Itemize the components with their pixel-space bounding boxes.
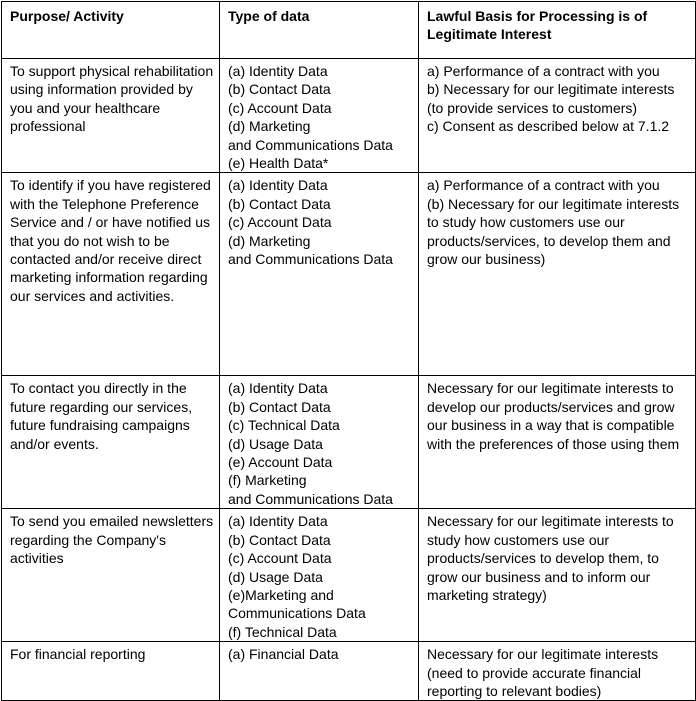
lawful-basis-item: b) Necessary for our legitimate interests (to provide services to customers) <box>427 81 675 116</box>
data-type-item: (b) Contact Data <box>228 81 331 98</box>
table-row <box>2 509 696 642</box>
data-type-item: (c) Account Data <box>228 550 332 567</box>
data-type-item: (c) Account Data <box>228 99 332 116</box>
data-type-item: (d) Marketing <box>228 118 311 135</box>
data-type-cell <box>220 59 419 173</box>
data-type-item: (e) Account Data <box>228 454 333 471</box>
lawful-basis-item: a) Performance of a contract with you <box>427 177 660 194</box>
data-type-item: (b) Contact Data <box>228 398 331 415</box>
purpose-cell: To contact you directly in the future regarding our services, future fundraising campaigns and/or events. <box>2 376 220 509</box>
data-type-item: (d) Marketing <box>228 232 311 249</box>
lawful-basis-item: (b) Necessary for our legitimate interests to study how customers use our products/services, to develop them and grow our business) <box>427 195 680 268</box>
header-row <box>2 2 696 59</box>
lawful-basis-cell <box>419 376 696 509</box>
table-row <box>2 376 696 509</box>
data-type-item: Communications Data <box>228 605 366 622</box>
data-type-item: (f) Technical Data <box>228 623 337 640</box>
table-row <box>2 173 696 376</box>
lawful-basis-cell <box>419 509 696 642</box>
lawful-basis-item: Necessary for our legitimate interests to develop our products/services and grow our business in a way that is compatible with the preferences of those using them <box>427 380 680 452</box>
data-type-item: (b) Contact Data <box>228 195 331 212</box>
data-type-cell <box>220 642 419 701</box>
data-type-item: (f) Marketing <box>228 472 307 489</box>
purpose-cell: For financial reporting <box>2 642 220 701</box>
table-row <box>2 59 696 173</box>
header-purpose: Purpose/ Activity <box>2 2 220 59</box>
data-type-item: (b) Contact Data <box>228 531 331 548</box>
data-type-item: (a) Identity Data <box>228 513 328 530</box>
data-type-item: (e)Marketing and <box>228 586 334 603</box>
lawful-basis-item: c) Consent as described below at 7.1.2 <box>427 118 670 135</box>
data-type-item: and Communications Data <box>228 490 393 507</box>
data-type-item: (d) Usage Data <box>228 435 323 452</box>
lawful-basis-cell <box>419 173 696 376</box>
data-type-item: (a) Identity Data <box>228 177 328 194</box>
data-type-item: (a) Financial Data <box>228 646 339 663</box>
lawful-basis-item: a) Performance of a contract with you <box>427 63 660 79</box>
data-type-cell <box>220 173 419 376</box>
purpose-cell: To support physical rehabilitation using information provided by you and your healthcare professional <box>2 59 220 173</box>
lawful-basis-item: Necessary for our legitimate interests to study how customers use our products/services to develop them, to grow our business and to inform our marketing strategy) <box>427 513 674 603</box>
purpose-cell: To identify if you have registered with the Telephone Preference Service and / or have notified us that you do not wish to be contacted and/or receive direct marketing information regarding our services and activities. <box>2 173 220 376</box>
data-type-item: (c) Account Data <box>228 214 332 231</box>
data-type-item: (e) Health Data* <box>228 155 329 172</box>
data-type-item: (d) Usage Data <box>228 568 323 585</box>
table-row <box>2 642 696 701</box>
data-type-cell <box>220 509 419 642</box>
header-lawful-basis: Lawful Basis for Processing is of Legitimate Interest <box>419 2 696 59</box>
lawful-basis-item: Necessary for our legitimate interests (need to provide accurate financial reporting to relevant bodies) <box>427 646 659 699</box>
purpose-cell: To send you emailed newsletters regarding the Company's activities <box>2 509 220 642</box>
data-type-item: (c) Technical Data <box>228 417 340 434</box>
data-type-item: and Communications Data <box>228 136 393 153</box>
data-type-item: (a) Identity Data <box>228 63 328 79</box>
header-type-of-data: Type of data <box>220 2 419 59</box>
lawful-basis-cell <box>419 642 696 701</box>
data-type-item: and Communications Data <box>228 251 393 268</box>
lawful-basis-cell <box>419 59 696 173</box>
data-type-item: (a) Identity Data <box>228 380 328 397</box>
data-type-cell <box>220 376 419 509</box>
data-processing-table <box>1 1 696 701</box>
